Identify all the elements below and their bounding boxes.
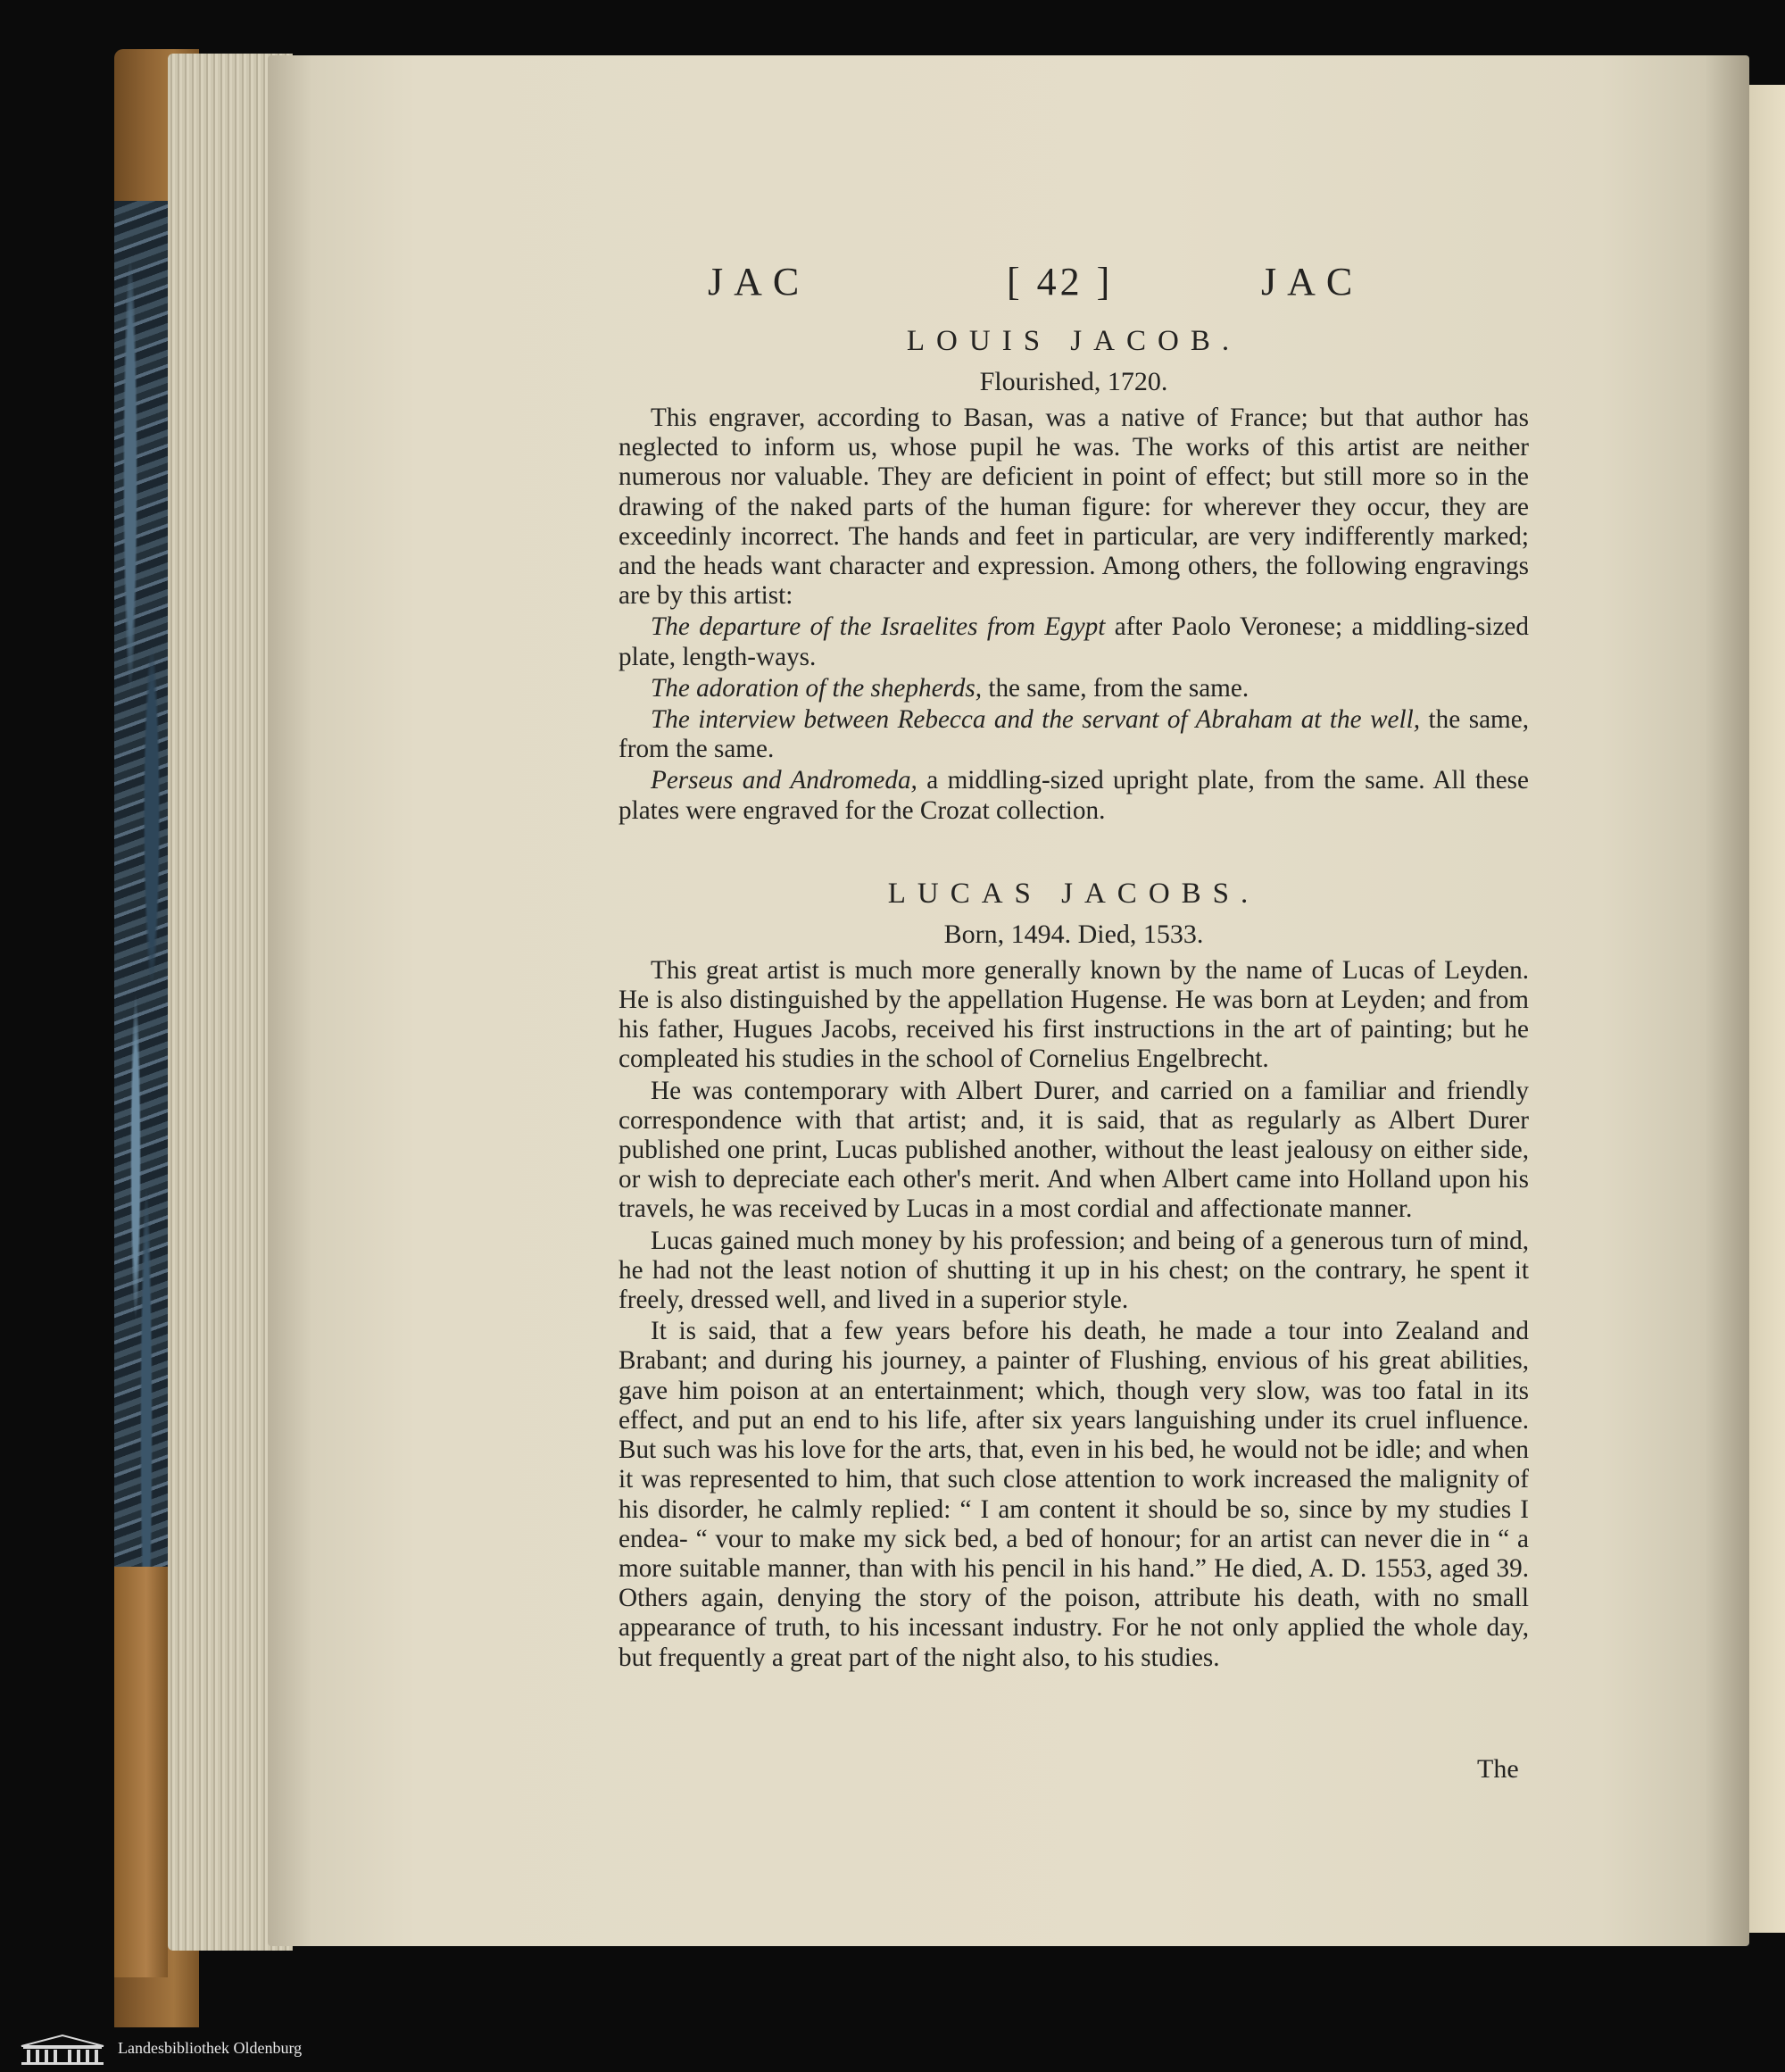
entry-paragraph: It is said, that a few years before his death, he made a tour into Zealand and Brabant; and during his journey, a painter of Flushing, envious of his great abilities, gave him poison at an entertainment; which, though very slow, was too fatal in its effect, and put an end to his life, after six years languishing under its cruel influence. But such was his love for the arts, that, even in his bed, he would not be idle; and when it was represented to him, that such close attention to work increased the malignity of his disorder, he calmly replied: “ I am content it should be so, since by my studies I endea- “ vour to make my sick bed, a bed of honour; for an artist can never die in “ a more suitable manner, than with his pencil in his hand.” He died, A. D. 1553, aged 39. Others again, denying the story of the poison, attribute his death, with no small appearance of truth, to his incessant industry. For he not only applied the whole day, but frequently a great part of the night also, to his studies.	[619, 1317, 1529, 1672]
work-item	[619, 674, 1529, 703]
entry-title: LUCAS JACOBS.	[887, 877, 1260, 910]
entry-dates: Flourished, 1720.	[979, 367, 1168, 396]
work-title: The adoration of the shepherds,	[651, 673, 983, 703]
entry-paragraph: This engraver, according to Basan, was a native of France; but that author has neglected to inform us, whose pupil he was. The works of this artist are neither numerous nor valuable. They are deficient in point of effect; but still more so in the drawing of the naked parts of the human figure: for wherever they occur, they are exceedinly incorrect. The hands and feet in particular, are very indifferently marked; and the heads want character and expression. Among others, the following engravings are by this artist:	[619, 404, 1529, 611]
section-divider	[619, 826, 1529, 856]
work-detail: a middling-sized upright plate, from the same. All these plates were engraved for the Crozat collection.	[619, 766, 1529, 825]
running-head-right: JAC	[1261, 260, 1364, 304]
running-head	[619, 259, 1529, 304]
entry-dates: Born, 1494. Died, 1533.	[943, 919, 1204, 949]
page-content	[619, 259, 1529, 1673]
leather-binding	[114, 1567, 168, 1977]
catchword: The	[1477, 1754, 1519, 1784]
work-detail: the same, from the same.	[619, 705, 1529, 764]
library-name: Landesbibliothek Oldenburg	[118, 2039, 303, 2057]
marbled-endpaper	[114, 201, 170, 1567]
work-title: The departure of the Israelites from Egypt	[651, 612, 1106, 642]
entry-title: LOUIS JACOB.	[906, 325, 1241, 357]
work-item	[619, 612, 1529, 671]
work-detail: the same, from the same.	[982, 673, 1250, 703]
entry-paragraph: This great artist is much more generally known by the name of Lucas of Leyden. He is also distinguished by the appellation Hugense. He was born at Leyden; and from his father, Hugues Jacobs, received his first instructions in the art of painting; but he compleated his studies in the school of Cornelius Engelbrecht.	[619, 955, 1529, 1074]
facing-page-edge	[1748, 85, 1785, 1933]
work-title: Perseus and Andromeda,	[651, 766, 917, 795]
running-head-left: JAC	[708, 260, 810, 304]
work-title: The interview between Rebecca and the servant of Abraham at the well,	[651, 705, 1421, 735]
work-item	[619, 766, 1529, 825]
work-item	[619, 705, 1529, 764]
work-detail: after Paolo Veronese; a middling-sized plate, length-ways.	[619, 612, 1529, 671]
entry-paragraph: He was contemporary with Albert Durer, and carried on a familiar and friendly correspondence with that artist; and, it is said, that as regularly as Albert Durer published one print, Lucas published another, without the least jealousy on either side, or wish to depreciate each other's merit. And when Albert came into Holland upon his travels, he was received by Lucas in a most cordial and affectionate manner.	[619, 1076, 1529, 1224]
entry-paragraph: Lucas gained much money by his profession; and being of a generous turn of mind, he had not the least notion of shutting it up in his chest; on the contrary, he spent it freely, dressed well, and lived in a superior style.	[619, 1226, 1529, 1315]
page-number: [ 42 ]	[1007, 260, 1114, 304]
library-building-icon	[20, 2034, 105, 2066]
